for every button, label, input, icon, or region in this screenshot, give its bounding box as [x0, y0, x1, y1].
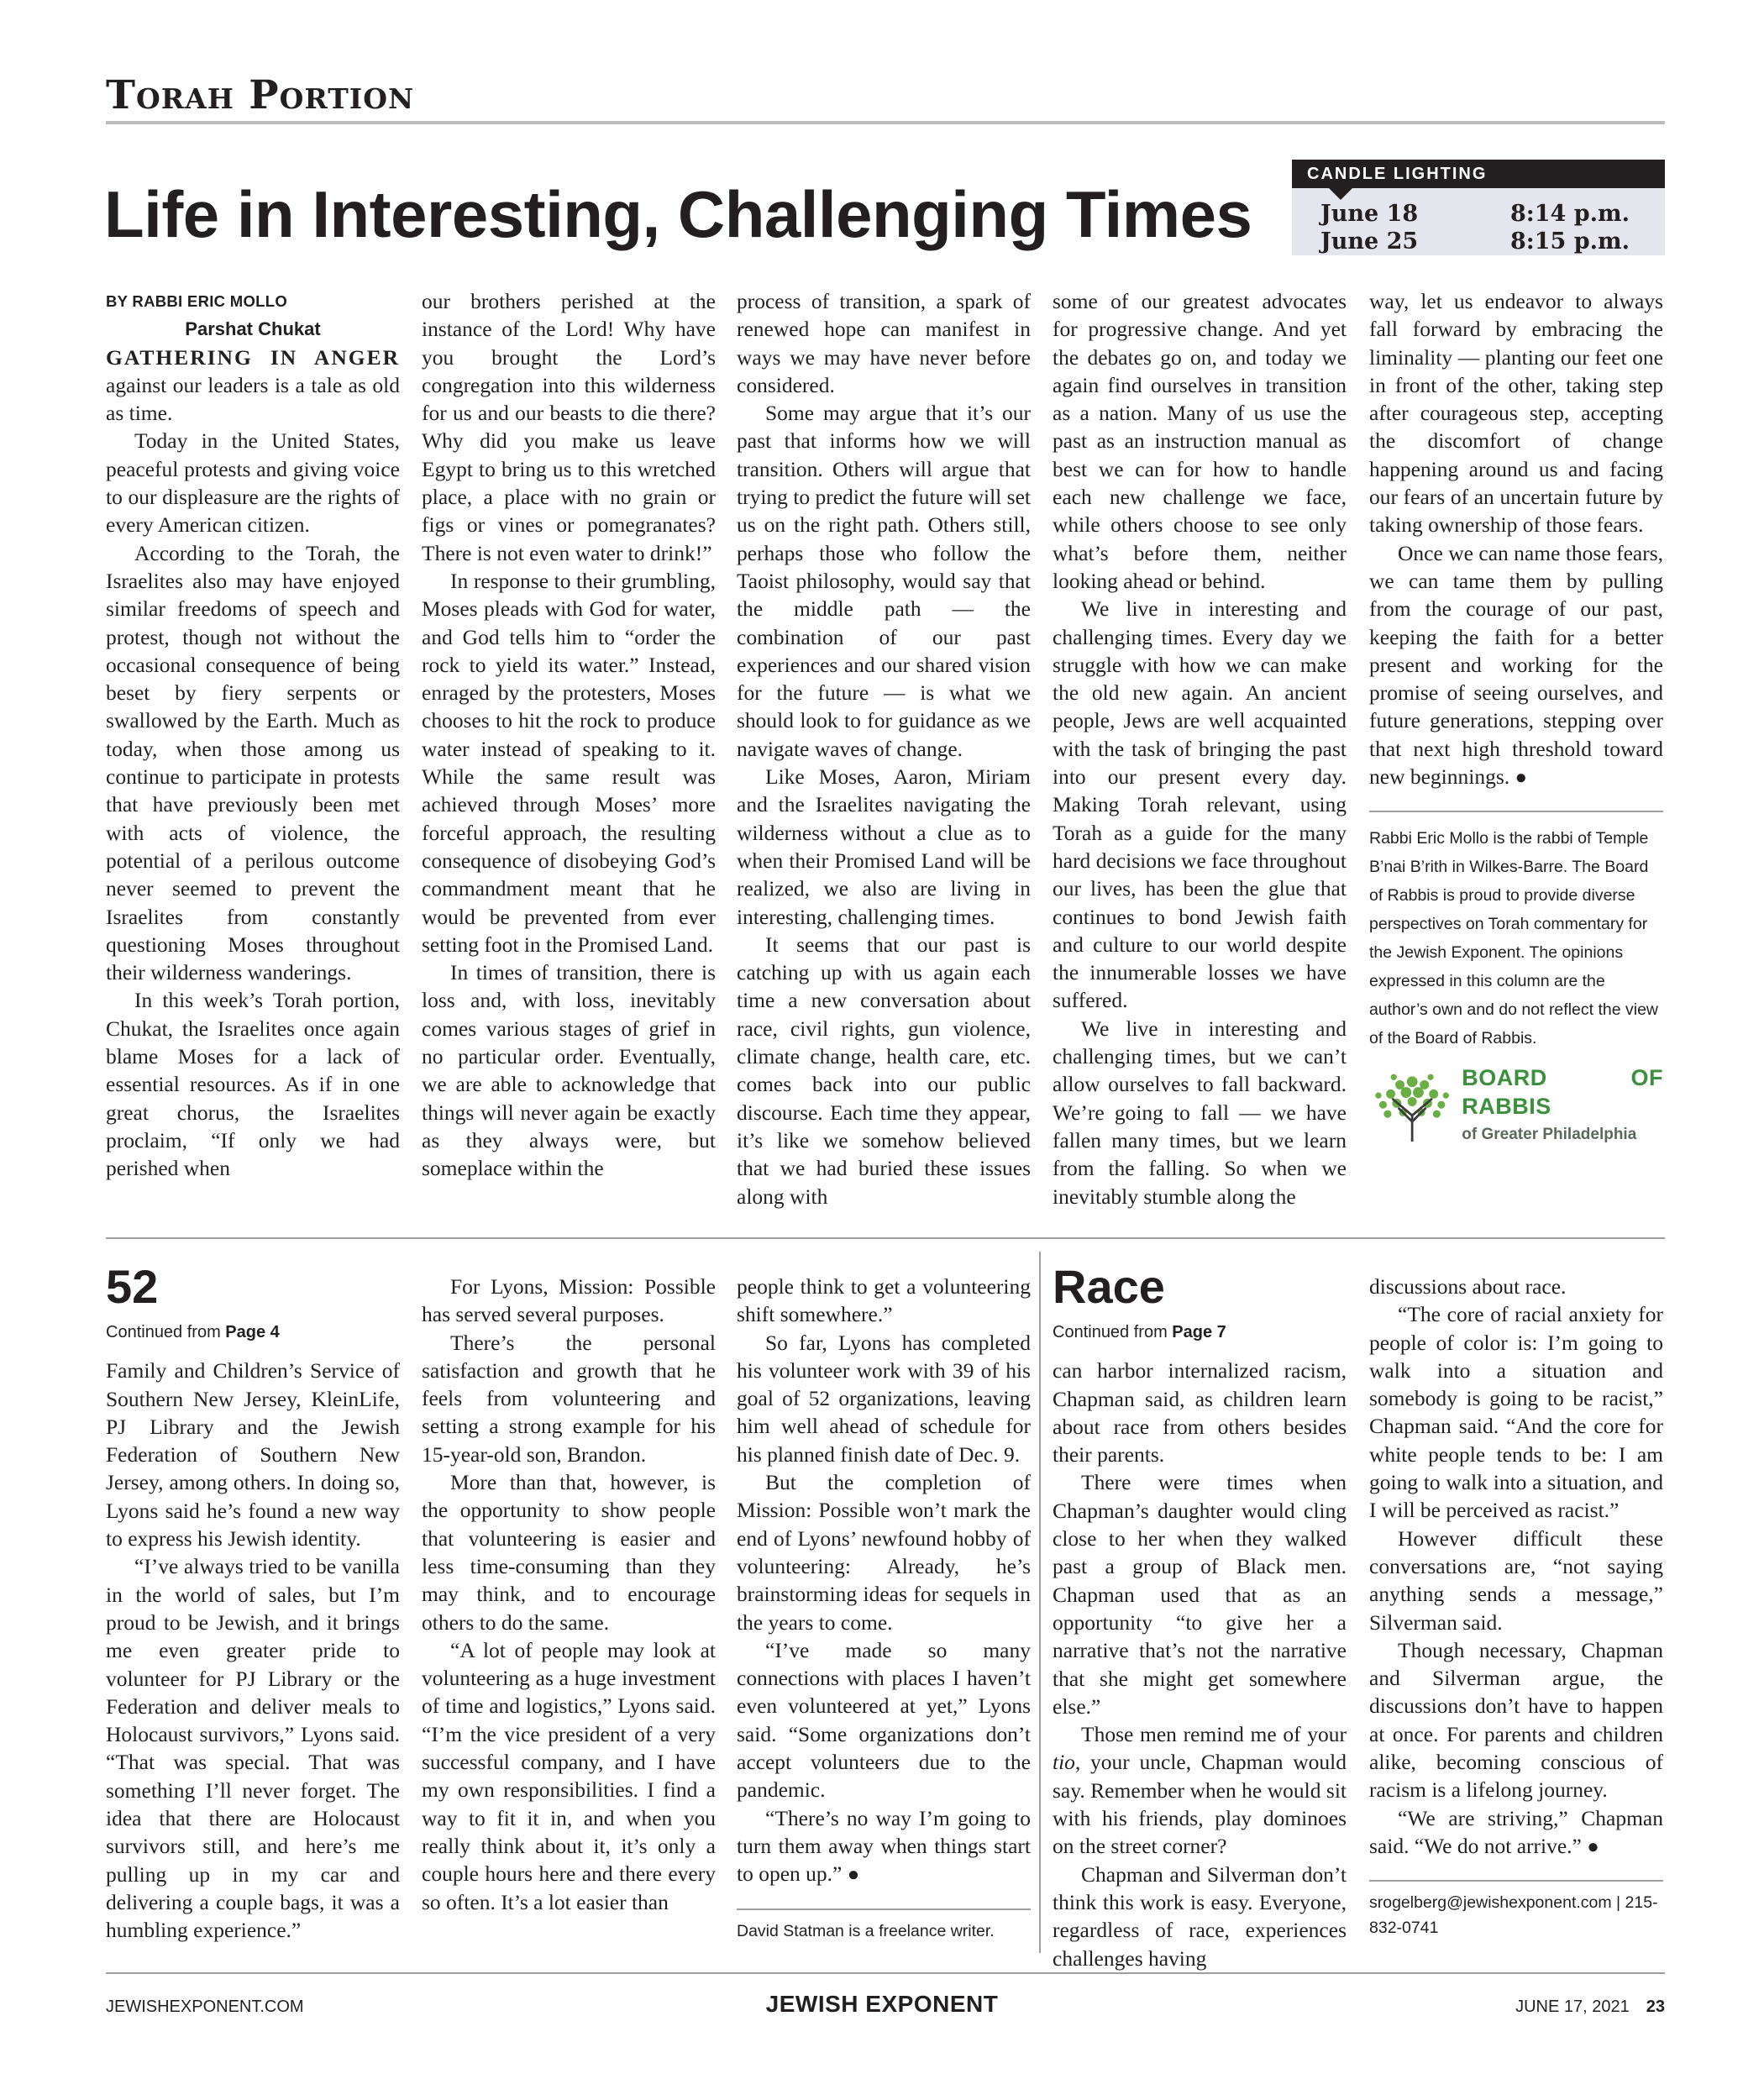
story-paragraph: “There’s no way I’m going to turn them away when things start to open up.” ●: [737, 1805, 1031, 1887]
story-paragraph: can harbor internalized racism, Chapman said, as children learn about race from others besides their parents.: [1053, 1358, 1347, 1467]
article-column-5: [1369, 287, 1663, 1148]
continued-from: Continued from Page 7: [1053, 1323, 1226, 1341]
story-paragraph: “The core of racial anxiety for people of color is: I’m going to walk into a situation and somebody is going to be racist,” Chapman said. “And the core for white people tends to be: I am going to walk into a situation, and I will be perceived as racist.”: [1369, 1302, 1663, 1523]
footer-paper-name: JEWISH EXPONENT: [765, 1991, 999, 2017]
section-rule: [106, 121, 1665, 124]
article-paragraph: In this week’s Torah portion, Chukat, the Israelites once again blame Moses for a lack of essential resources. As if in one great chorus, the Israelites proclaim, “If only we had perished when: [106, 988, 400, 1181]
headline: Life in Interesting, Challenging Times: [104, 177, 1252, 251]
credit-rule: [737, 1908, 1031, 1910]
story-52-column-3: [737, 1273, 1031, 1944]
article-column-3: [737, 287, 1031, 1210]
author-bio: Rabbi Eric Mollo is the rabbi of Temple B’nai B’rith in Wilkes-Barre. The Board of Rabbis is proud to provide diverse perspectives on Torah commentary for the Jewish Exponent. The opinions expressed in this column are the author’s own and do not reflect the view of the Board of Rabbis.: [1369, 829, 1658, 1048]
story-52-column-1: [106, 1262, 400, 1945]
article-paragraph: Like Moses, Aaron, Miriam and the Israelites navigating the wilderness without a clue as to when their Promised Land will be realized, we also are living in interesting, challenging times.: [737, 764, 1031, 929]
author-contact: srogelberg@jewishexponent.com | 215-832-0741: [1369, 1893, 1658, 1938]
parshat-name: Parshat Chukat: [185, 318, 321, 340]
page-number: 23: [1646, 1998, 1665, 2016]
story-paragraph: “A lot of people may look at volunteering as a huge investment of time and logistics,” Lyons said. “I’m the vice president of a very successful company, and I have my own responsibilities. I find a way to fit it in, and when you really think about it, it’s only a couple hours here and there every so often. It’s a lot easier than: [422, 1637, 716, 1914]
article-paragraph: process of transition, a spark of renewed hope can manifest in ways we may have never before considered.: [737, 289, 1031, 397]
candle-lighting-label: CANDLE LIGHTING: [1292, 160, 1665, 188]
section-label: Torah Portion: [106, 72, 415, 118]
logo-title: BOARD OF RABBIS: [1462, 1065, 1663, 1119]
section-divider: [106, 1237, 1665, 1239]
story-paragraph: Though necessary, Chapman and Silverman argue, the discussions don’t have to happen at once. For parents and children alike, becoming conscious of racism is a lifelong journey.: [1369, 1637, 1663, 1803]
story-52-column-2: [422, 1273, 716, 1916]
article-paragraph: way, let us endeavor to always fall forward by embracing the liminality — planting our feet one in front of the other, taking step after courageous step, accepting the discomfort of change happening around us and facing our fears of an uncertain future by taking ownership of those fears.: [1369, 289, 1663, 538]
story-paragraph: Chapman and Silverman don’t think this work is easy. Everyone, regardless of race, experiences challenges having: [1053, 1861, 1347, 1971]
continued-from: Continued from Page 4: [106, 1323, 280, 1341]
bio-rule: [1369, 811, 1663, 812]
article-paragraph: In times of transition, there is loss and, with loss, inevitably comes various stages of grief in no particular order. Eventually, we are able to acknowledge that things will never again be exactly as they always were, but someplace within the: [422, 960, 716, 1181]
story-paragraph: “I’ve made so many connections with places I haven’t even volunteered at yet,” Lyons said. “Some organizations don’t accept volunteers due to the pandemic.: [737, 1637, 1031, 1803]
article-paragraph: In response to their grumbling, Moses pleads with God for water, and God tells him to “order the rock to yield its water.” Instead, enraged by the protesters, Moses chooses to hit the rock to produce water instead of speaking to it. While the same result was achieved through Moses’ more forceful approach, the resulting consequence of disobeying God’s commandment meant that he would be prevented from ever setting foot in the Promised Land.: [422, 568, 716, 957]
credit-rule: [1369, 1880, 1663, 1882]
story-paragraph: There were times when Chapman’s daughter would cling close to her when they walked past a group of Black men. Chapman used that as an opportunity “to give her a narrative that’s not the narrative that she might get somewhere else.”: [1053, 1470, 1347, 1719]
article-paragraph: GATHERING IN ANGER against our leaders is a tale as old as time.: [106, 344, 400, 426]
article-paragraph: Today in the United States, peaceful protests and giving voice to our displeasure are the rights of every American citizen.: [106, 428, 400, 538]
story-title: 52: [106, 1260, 159, 1313]
article-paragraph: Some may argue that it’s our past that informs how we will transition. Others will argue that trying to predict the future will set us on the right path. Others still, perhaps those who follow the Taoist philosophy, would say that the middle path — the combination of our past experiences and our shared vision for the future — is what we should look to for guidance as we navigate waves of change.: [737, 401, 1031, 761]
article-paragraph: Once we can name those fears, we can tame them by pulling from the courage of our past, keeping the faith for a better present and working for the promise of seeing ourselves, and future generations, stepping over that next high threshold toward new beginnings. ●: [1369, 540, 1663, 790]
article-column-4: [1053, 287, 1347, 1210]
tree-icon: [1369, 1064, 1455, 1148]
story-race-column-2: [1369, 1273, 1663, 1940]
end-mark: ●: [1587, 1835, 1599, 1858]
story-paragraph: However difficult these conversations are, “not saying anything sends a message,” Silverman said.: [1369, 1525, 1663, 1635]
story-paragraph: For Lyons, Mission: Possible has served several purposes.: [422, 1274, 716, 1327]
footer-date: JUNE 17, 2021: [1515, 1998, 1630, 2016]
story-paragraph: There’s the personal satisfaction and growth that he feels from volunteering and setting a strong example for his 15-year-old son, Brandon.: [422, 1330, 716, 1467]
lead-in: GATHERING IN ANGER: [106, 344, 400, 370]
candle-date: June 18: [1320, 201, 1419, 227]
article-paragraph: some of our greatest advocates for progressive change. And yet the debates go on, and today we again find ourselves in transition as a nation. Many of us use the past as an instruction manual as best we can for how to handle each new challenge we face, while others choose to see only what’s before them, neither looking ahead or behind.: [1053, 289, 1347, 593]
author-credit: David Statman is a freelance writer.: [737, 1921, 995, 1940]
end-mark: ●: [1515, 767, 1528, 790]
candle-time: 8:15 p.m.: [1510, 228, 1630, 255]
story-race-column-1: [1053, 1262, 1347, 1972]
article-column-2: [422, 287, 716, 1183]
story-title: Race: [1053, 1260, 1165, 1313]
article-paragraph: our brothers perished at the instance of the Lord! Why have you brought the Lord’s congregation into this wilderness for us and our beasts to die there? Why did you make us leave Egypt to bring us to this wretched place, a place with no grain or figs or vines or pomegranates? There is not even water to drink!”: [422, 289, 716, 565]
story-paragraph: people think to get a volunteering shift somewhere.”: [737, 1274, 1031, 1327]
byline: BY RABBI ERIC MOLLO: [106, 292, 288, 310]
story-paragraph: “We are striving,” Chapman said. “We do not arrive.” ●: [1369, 1805, 1663, 1858]
story-paragraph: Those men remind me of your tio, your uncle, Chapman would say. Remember when he would sit with his friends, play dominoes on the street corner?: [1053, 1722, 1347, 1859]
footer-rule: [106, 1972, 1665, 1974]
end-mark: ●: [847, 1864, 860, 1887]
candle-date: June 25: [1320, 228, 1419, 255]
story-divider: [1039, 1252, 1041, 1953]
article-paragraph: We live in interesting and challenging times, but we can’t allow ourselves to fall backward. We’re going to fall — we have fallen many times, but we learn from the falling. So when we inevitably stumble along the: [1053, 1016, 1347, 1209]
candle-row: [1320, 200, 1665, 228]
candle-time: 8:14 p.m.: [1510, 201, 1630, 227]
footer-site: JEWISHEXPONENT.COM: [106, 1998, 304, 2016]
story-paragraph: discussions about race.: [1369, 1274, 1567, 1299]
footer-date-page: [1515, 1998, 1665, 2017]
article-paragraph: According to the Torah, the Israelites also may have enjoyed similar freedoms of speech and protest, though not without the occasional consequence of being beset by fiery serpents or swallowed by the Earth. Much as today, when those among us continue to participate in protests that have previously been met with acts of violence, the potential of a perilous outcome never seemed to prevent the Israelites from constantly questioning Moses throughout their wilderness wanderings.: [106, 540, 400, 985]
candle-row: [1320, 228, 1665, 255]
story-paragraph: More than that, however, is the opportunity to show people that volunteering is easier and less time-consuming than they may think, and to encourage others to do the same.: [422, 1470, 716, 1635]
candle-lighting-box: [1292, 160, 1665, 255]
story-paragraph: So far, Lyons has completed his volunteer work with 39 of his goal of 52 organizations, leaving him well ahead of schedule for his planned finish date of Dec. 9.: [737, 1330, 1031, 1467]
story-paragraph: But the completion of Mission: Possible won’t mark the end of Lyons’ newfound hobby of volunteering: Already, he’s brainstorming ideas for sequels in the years to come.: [737, 1470, 1031, 1635]
article-paragraph: We live in interesting and challenging times. Every day we struggle with how we can make the old new again. An ancient people, Jews are well acquainted with the task of bringing the past into our present every day. Making Torah relevant, using Torah as a guide for the many hard decisions we face throughout our lives, has been the glue that continues to bond Jewish faith and culture to our world despite the innumerable losses we have suffered.: [1053, 596, 1347, 1013]
logo-subtitle: of Greater Philadelphia: [1462, 1125, 1637, 1143]
article-column-1: [106, 287, 400, 1183]
article-paragraph: It seems that our past is catching up with us again each time a new conversation about race, civil rights, gun violence, climate change, health care, etc. comes back into our public discourse. Each time they appear, it’s like we somehow believed that we had buried these issues along with: [737, 932, 1031, 1209]
board-of-rabbis-logo: [1369, 1064, 1663, 1148]
story-paragraph: “I’ve always tried to be vanilla in the world of sales, but I’m proud to be Jewish, and it brings me even greater pride to volunteer for PJ Library or the Federation and deliver meals to Holocaust survivors,” Lyons said. “That was special. That was something I’ll never forget. The idea that there are Holocaust survivors still, and here’s me pulling up in my car and delivering a couple bags, it was a humbling experience.”: [106, 1554, 400, 1943]
logo-text: [1462, 1064, 1663, 1148]
story-paragraph: Family and Children’s Service of Southern New Jersey, KleinLife, PJ Library and the Jewish Federation of Southern New Jersey, among others. In doing so, Lyons said he’s found a new way to express his Jewish identity.: [106, 1358, 400, 1551]
